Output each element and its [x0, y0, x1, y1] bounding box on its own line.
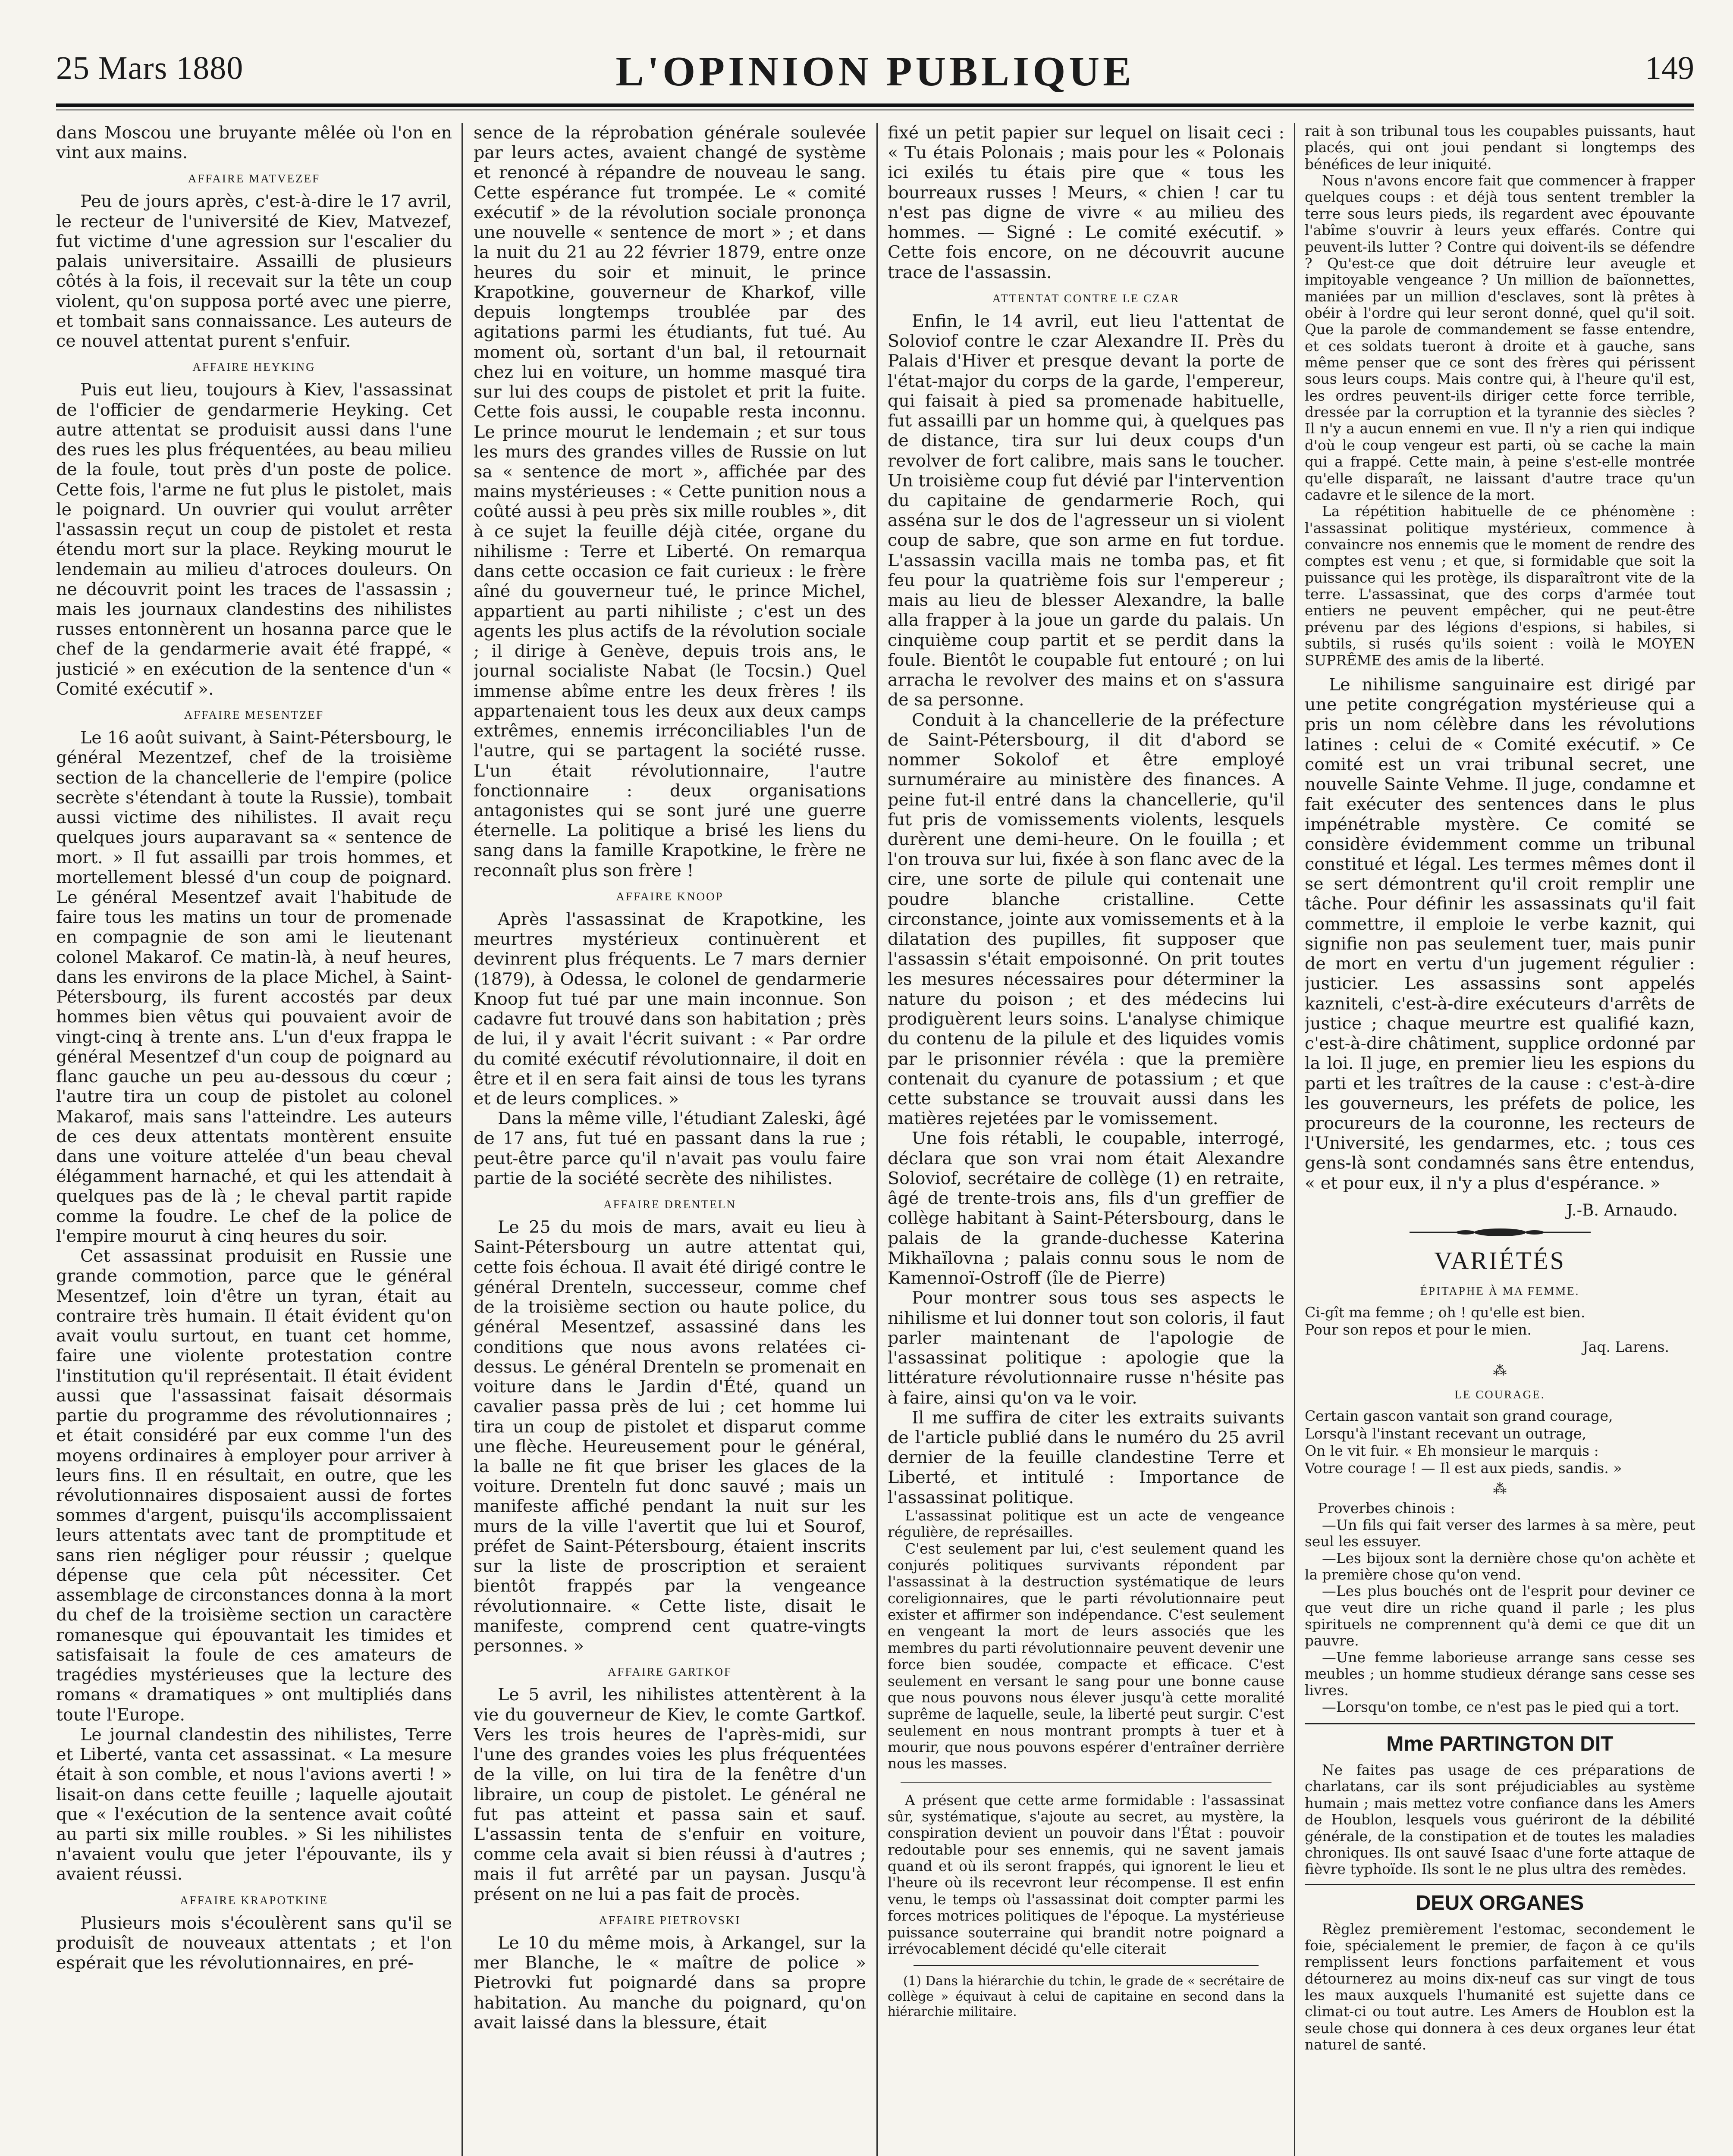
paragraph: dans Moscou une bruyante mêlée où l'on en vint aux mains.: [56, 123, 452, 163]
separator: [901, 1782, 1271, 1783]
author-signature: J.-B. Arnaudo.: [1566, 1200, 1678, 1219]
paragraph: Le nihilisme sanguinaire est dirigé par une petite congrégation mystérieuse qui a pris un nom célèbre dans les révolutions latines : celui de « Comité exécutif. » Ce comité est un vrai tribunal secret, une nouvelle Sainte Vehme. Il juge, condamne et fait exécuter des sentences dans le plus impénétrable mystère. Ce comité se considère évidemment comme un tribunal constitué et légal. Les termes mêmes dont il se sert démontrent qu'il croit remplir une tâche. Pour définir les assassinats qu'il fait commettre, il emploie le verbe kaznit, qui signifie non pas seulement tuer, mais punir de mort en vertu d'un jugement régulier : justicier. Les assassins sont appelés kazniteli, c'est-à-dire exécuteurs d'arrêts de justice ; chaque meurtre est qualifié kazn, c'est-à-dire châtiment, supplice ordonné par la loi. Il juge, en premier lieu les espions du parti et les traîtres de la cause : c'est-à-dire les gouverneurs, les préfets de police, les procureurs de la couronne, les recteurs de l'Université, les gendarmes, etc. ; tous ces gens-là sont condamnés sans être entendus, « et pour eux, il n'y a plus d'espérance. »: [1305, 674, 1695, 1193]
header-rule: [56, 103, 1694, 107]
proverbes-title: Proverbes chinois :: [1318, 1500, 1455, 1517]
section-heading: AFFAIRE DRENTELN: [603, 1198, 736, 1211]
section-heading: AFFAIRE GARTKOF: [607, 1665, 732, 1679]
page-number: 149: [1645, 50, 1694, 86]
proverb: —Les bijoux sont la dernière chose qu'on achète et la première chose qu'on vend.: [1305, 1550, 1695, 1583]
paragraph: Il me suffira de citer les extraits suivants de l'article publié dans le numéro du 25 avril dernier de la feuille clandestine Terre et Liberté, et intitulé : Importance de l'assassinat politique.: [888, 1407, 1284, 1507]
epitaphe-heading: ÉPITAPHE À MA FEMME.: [1420, 1284, 1580, 1297]
asterism-icon: ⁂: [1493, 1362, 1507, 1379]
paragraph: Enfin, le 14 avril, eut lieu l'attentat de Soloviof contre le czar Alexandre II. Près du Palais d'Hiver et presque devant la porte de l'état-major du corps de la garde, l'empereur, qui faisait à pied sa promenade habituelle, fut assailli par un homme qui, à quelques pas de distance, tira sur lui deux coups d'un revolver de fort calibre, mais sans le toucher. Un troisième coup fut dévié par l'intervention du capitaine de gendarmerie Roch, qui asséna sur le dos de l'agresseur un si violent coup de sabre, que son arme en fut tordue. L'assassin vacilla mais ne tomba pas, et fit feu pour la quatrième fois sur l'empereur ; mais au lieu de blesser Alexandre, la balle alla frapper à la joue un garde du palais. Un cinquième coup partit et se perdit dans la foule. Bientôt le coupable fut entouré ; on lui arracha le revolver des mains et on s'assura de sa personne.: [888, 311, 1284, 710]
advertisement-text: Ne faites pas usage de ces préparations de charlatans, car ils sont préjudiciables au système humain ; mais mettez votre confiance dans les Amers de Houblon, lesquels vous guériront de la débilité générale, de la constipation et de toutes les maladies chroniques. Ils ont sauvé Isaac d'une forte attaque de fièvre typhoïde. Ils sont le ne plus ultra des remèdes.: [1305, 1762, 1695, 1878]
paragraph: Le 25 du mois de mars, avait eu lieu à Saint-Pétersbourg un autre attentat qui, cette fois échoua. Il avait été dirigé contre le général Drenteln, successeur, comme chef de la troisième section ou haute police, du général Mesentzef, assassiné dans les conditions que nous avons relatées ci-dessus. Le général Drenteln se promenait en voiture dans le Jardin d'Été, quand un cavalier passa près de lui ; cet homme lui tira un coup de pistolet et disparut comme une flèche. Heureusement pour le général, la balle ne fit que briser les glaces de la voiture. Drenteln fut donc sauvé ; mais un manifeste affiché pendant la nuit sur les murs de la ville l'avertit que lui et Sourof, préfet de Saint-Pétersbourg, étaient inscrits sur la liste de proscription et seraient bientôt frappés par la vengeance révolutionnaire. « Cette liste, disait le manifeste, comprend cent quatre-vingts personnes. »: [474, 1217, 866, 1656]
column-divider: [876, 123, 878, 2156]
column-2: [474, 123, 866, 2156]
quoted-paragraph: Nous n'avons encore fait que commencer à frapper quelques coups : et déjà tous sentent trembler la terre sous leurs pieds, ils regardent avec épouvante l'abîme s'ouvrir à leurs yeux effarés. Contre qui peuvent-ils lutter ? Contre qui doivent-ils se défendre ? Qu'est-ce que doit détruire leur aveugle et impitoyable vengeance ? Un million de baïonnettes, maniées par un million d'esclaves, sont là prêtes à obéir à l'ordre qui leur seront donné, quel qu'il soit. Que la parole de commandement se fasse entendre, et ces soldats tueront à droite et à gauche, sans même penser que ce sont des frères qui périssent sous leurs coups. Mais contre qui, à l'heure qu'il est, les ordres peuvent-ils diriger cette force terrible, dressée par la corruption et la tyrannie des siècles ? Il n'y a aucun ennemi en vue. Il n'y a rien qui indique d'où le coup vengeur est parti, où se cache la main qui a frappé. Cette main, à peine s'est-elle montrée qu'elle disparaît, ne laissant d'autre trace qu'un cadavre et le silence de la mort.: [1305, 172, 1695, 503]
courage-heading: LE COURAGE.: [1454, 1388, 1545, 1401]
paragraph: sence de la réprobation générale soulevée par leurs actes, avaient changé de système et renoncé à répandre de nouveau le sang. Cette espérance fut trompée. Le « comité exécutif » de la révolution sociale prononça une nouvelle « sentence de mort » ; et dans la nuit du 21 au 22 février 1879, entre onze heures du soir et minuit, le prince Krapotkine, gouverneur de Kharkof, ville depuis longtemps troublée par des agitations parmi les étudiants, fut tué. Au moment où, sortant d'un bal, il retournait chez lui en voiture, un homme masqué tira sur lui des coups de pistolet et prit la fuite. Cette fois aussi, le coupable resta inconnu. Le prince mourut le lendemain ; et sur tous les murs des grandes villes de Russie on lut sa « sentence de mort », affichée par des mains mystérieuses : « Cette punition nous a coûté aussi à peu près six mille roubles », dit à ce sujet la feuille déjà citée, organe du nihilisme : Terre et Liberté. On remarqua dans cette occasion ce fait curieux : le frère aîné du gouverneur tué, le prince Michel, appartient au parti nihiliste ; c'est un des agents les plus actifs de la révolution sociale ; il dirige à Genève, depuis trois ans, le journal socialiste Nabat (le Tocsin.) Quel immense abîme entre les deux frères ! ils appartenaient tous les deux aux deux camps extrêmes, ennemis irréconciliables l'un de l'autre, qui se partagent la société russe. L'un était révolutionnaire, l'autre fonctionnaire : deux organisations antagonistes qui se sont juré une guerre éternelle. La politique a brisé les liens du sang dans la famille Krapotkine, le frère ne reconnaît plus son frère !: [474, 123, 866, 881]
section-heading: ATTENTAT CONTRE LE CZAR: [992, 291, 1180, 305]
courage-text: Certain gascon vantait son grand courage, Lorsqu'à l'instant recevant un outrage, On le vit fuir. « Eh monsieur le marquis : Votre courage ! — Il est aux pieds, sandis. »: [1305, 1407, 1622, 1477]
quoted-paragraph: C'est seulement par lui, c'est seulement quand les conjurés politiques survivants répondent par l'assassinat à la destruction systématique de leurs coreligionnaires, que le parti révolutionnaire peut exister et affirmer son indépendance. C'est seulement en vengeant la mort de leurs associés que les membres du parti révolutionnaire peuvent devenir une force bien soudée, compacte et efficace. C'est seulement en versant le sang pour une bonne cause que nous pouvons nous élever jusqu'à cette moralité suprême de laquelle, seule, la liberté peut surgir. C'est seulement en nous montrant prompts à tuer et à mourir, que nous pouvons espérer d'entraîner derrière nous les masses.: [888, 1540, 1284, 1772]
quoted-paragraph: La répétition habituelle de ce phénomène : l'assassinat politique mystérieux, commence à convaincre nos ennemis que le moment de rendre des comptes est venu ; et que, si formidable que soit la puissance qui les protège, ils disparaîtront vite de la terre. L'assassinat, que des corps d'armée tout entiers ne peuvent empêcher, qui ne peut-être prévenu par des légions d'espions, si habiles, si subtils, si rusés qu'ils soient : voilà le MOYEN SUPRÊME des amis de la liberté.: [1305, 503, 1695, 669]
separator: [1305, 1884, 1695, 1885]
paragraph: Cet assassinat produisit en Russie une grande commotion, parce que le général Mesentzef, loin d'être un tyran, était au contraire très humain. Il était évident qu'on avait voulu surtout, en tuant cet homme, faire une violente protestation contre l'institution qu'il représentait. Il était évident aussi que l'assassinat faisait désormais partie du programme des révolutionnaires ; et était considéré par eux comme l'un des moyens ordinaires à employer pour arriver à leurs fins. Il en résultait, en outre, que les révolutionnaires disposaient aussi de fortes sommes d'argent, puisqu'ils accomplissaient leurs attentats avec tant de promptitude et sans rien négliger pour réussir ; quelque dépense que cela pût nécessiter. Cet assemblage de circonstances donna à la mort du chef de la troisième section un caractère romanesque qui épouvantait les timides et satisfaisait la foule de ces amateurs de tragédies mystérieuses que la lecture des romans « dramatiques » ont multipliés dans toute l'Europe.: [56, 1246, 452, 1725]
paragraph: fixé un petit papier sur lequel on lisait ceci : « Tu étais Polonais ; mais pour les « Polonais ici exilés tu étais pire que « tous les bourreaux russes ! Meurs, « chien ! car tu n'est pas digne de vivre « au milieu des hommes. — Signé : Le comité exécutif. » Cette fois encore, on ne découvrit aucune trace de l'assassin.: [888, 123, 1284, 282]
advertisement-title: Mme PARTINGTON DIT: [1386, 1733, 1614, 1756]
proverb: —Un fils qui fait verser des larmes à sa mère, peut seul les essuyer.: [1305, 1517, 1695, 1550]
paragraph: Dans la même ville, l'étudiant Zaleski, âgé de 17 ans, fut tué en passant dans la rue ; peut-être parce qu'il n'avait pas voulu faire partie de la société secrète des nihilistes.: [474, 1109, 866, 1188]
advertisement-text: Règlez premièrement l'estomac, secondement le foie, spécialement le premier, de façon à ce qu'ils remplissent leurs fonctions parfaitement et vous détournerez au moins dix-neuf cas sur vingt de tous les maux auxquels l'humanité est sujette dans ce climat-ci ou tout autre. Les Amers de Houblon est la seule chose qui donnera à ces deux organes leur état naturel de santé.: [1305, 1921, 1695, 2053]
section-heading: AFFAIRE HEYKING: [192, 360, 316, 374]
paragraph: Une fois rétabli, le coupable, interrogé, déclara que son vrai nom était Alexandre Soloviof, secrétaire de collège (1) en retraite, âgé de trente-trois ans, fils d'un greffier de collège habitant à Saint-Pétersbourg, dans le palais de la grande-duchesse Katerina Mikhaïlovna ; palais connu sous le nom de Kamennoï-Ostroff (île de Pierre): [888, 1128, 1284, 1288]
section-heading: AFFAIRE PIETROVSKI: [599, 1913, 741, 1927]
column-divider: [462, 123, 463, 2156]
paragraph: Après l'assassinat de Krapotkine, les meurtres mystérieux continuèrent et devinrent plus fréquents. Le 7 mars dernier (1879), à Odessa, le colonel de gendarmerie Knoop fut tué par une main inconnue. Son cadavre fut trouvé dans son habitation ; près de lui, il y avait l'écrit suivant : « Par ordre du comité exécutif révolutionnaire, il doit en être et il en sera fait ainsi de tous les tyrans et de leurs complices. »: [474, 909, 866, 1109]
section-heading: AFFAIRE MESENTZEF: [184, 708, 324, 722]
section-heading: AFFAIRE MATVEZEF: [188, 172, 320, 185]
separator: [1305, 1723, 1695, 1724]
column-3: [888, 123, 1284, 2156]
ornament-rule-icon: [1410, 1227, 1591, 1238]
paragraph: Puis eut lieu, toujours à Kiev, l'assassinat de l'officier de gendarmerie Heyking. Cet autre attentat se produisit aussi dans l'une des rues les plus fréquentées, au beau milieu de la foule, tout près d'un poste de police. Cette fois, l'arme ne fut plus le pistolet, mais le poignard. Un ouvrier qui voulut arrêter l'assassin reçut un coup de pistolet et resta étendu mort sur la place. Reyking mourut le lendemain au milieu d'atroces douleurs. On ne découvrit point les traces de l'assassin ; mais les journaux clandestins des nihilistes russes entonnèrent un hosanna parce que le chef de la gendarmerie avait été frappé, « justicié » en exécution de la sentence d'un « Comité exécutif ».: [56, 380, 452, 699]
paragraph: Le 16 août suivant, à Saint-Pétersbourg, le général Mezentzef, chef de la troisième section de la chancellerie de l'empire (police secrète s'étendant à toute la Russie), tombait aussi victime des nihilistes. Il avait reçu quelques jours auparavant sa « sentence de mort. » Il fut assailli par trois hommes, et mortellement blessé d'un coup de poignard. Le général Mesentzef avait l'habitude de faire tous les matins un tour de promenade en compagnie de son ami le lieutenant colonel Makarof. Ce matin-là, à neuf heures, dans les environs de la place Michel, à Saint-Pétersbourg, ils furent accostés par deux hommes bien vêtus qui pouvaient avoir de vingt-cinq à trente ans. L'un d'eux frappa le général Mesentzef d'un coup de poignard au flanc gauche un peu au-dessous du cœur ; l'autre tira un coup de pistolet au colonel Makarof, mais sans l'atteindre. Les auteurs de ces deux attentats montèrent ensuite dans une voiture attelée d'un beau cheval élégamment harnaché, et qui les attendait à quelques pas de là ; le cheval partit rapide comme la foudre. Le chef de la police de l'empire mourut à cinq heures du soir.: [56, 728, 452, 1246]
paragraph: Le 5 avril, les nihilistes attentèrent à la vie du gouverneur de Kiev, le comte Gartkof. Vers les trois heures de l'après-midi, sur l'une des grandes voies les plus fréquentées de la ville, on lui tira de la fenêtre d'un libraire, un coup de pistolet. Le général ne fut pas atteint et passa sain et sauf. L'assassin tenta de s'enfuir en voiture, comme cela avait si bien réussi à d'autres ; mais il fut arrêté par un paysan. Jusqu'à présent on ne lui a pas fait de procès.: [474, 1685, 866, 1904]
epitaphe-text: Ci-gît ma femme ; oh ! qu'elle est bien. Pour son repos et pour le mien.: [1305, 1304, 1585, 1338]
newspaper-title: L'OPINION PUBLIQUE: [615, 48, 1135, 95]
page-header: [56, 24, 1694, 114]
quoted-paragraph: A présent que cette arme formidable : l'assassinat sûr, systématique, s'ajoute au secret, au mystère, la conspiration devient un pouvoir dans l'État : pouvoir redoutable pour ses ennemis, qui ne savent jamais quand et où ils seront frappés, qui ignorent le lieu et l'heure où ils recevront leur récompense. Il est enfin venu, le temps où l'assassinat doit compter parmi les forces motrices politiques de l'époque. La mystérieuse puissance souterraine qui brandit notre poignard a irrévocablement décidé qu'elle citerait: [888, 1792, 1284, 1957]
paragraph: Le journal clandestin des nihilistes, Terre et Liberté, vanta cet assassinat. « La mesure était à son comble, et nous l'avions averti ! » lisait-on dans cette feuille ; laquelle ajoutait que « l'exécution de la sentence avait coûté au parti six mille roubles. » Si les nihilistes n'avaient voulu que jeter l'épouvante, ils y avaient réussi.: [56, 1724, 452, 1884]
column-1: [56, 123, 452, 2156]
paragraph: Conduit à la chancellerie de la préfecture de Saint-Pétersbourg, il dit d'abord se nommer Sokolof et être employé surnuméraire au ministère des finances. A peine fut-il entré dans la chancellerie, qu'il fut pris de vomissements violents, lesquels durèrent une demi-heure. On le fouilla ; et l'on trouva sur lui, fixée à son flanc avec de la cire, une sorte de pilule qui contenait une poudre blanche cristalline. Cette circonstance, jointe aux vomissements et à la dilatation des pupilles, fit supposer que l'assassin s'était empoisonné. On prit toutes les mesures nécessaires pour déterminer la nature du poison ; et des médecins lui prodiguèrent leurs soins. L'analyse chimique du contenu de la pilule et des liquides vomis par le prisonnier révéla : que la première contenait du cyanure de potassium ; et que cette substance se trouvait aussi dans les matières rejetées par le vomissement.: [888, 710, 1284, 1129]
quoted-paragraph: rait à son tribunal tous les coupables puissants, haut placés, qui ont joui pendant si longtemps des bénéfices de leur iniquité.: [1305, 123, 1695, 172]
advertisement-title: DEUX ORGANES: [1416, 1891, 1584, 1915]
section-heading: AFFAIRE KNOOP: [616, 890, 724, 903]
paragraph: Pour montrer sous tous ses aspects le nihilisme et lui donner tout son coloris, il faut parler maintenant de l'apologie de l'assassinat politique : apologie que la littérature révolutionnaire russe n'hésite pas à faire, ainsi qu'on va le voir.: [888, 1288, 1284, 1408]
footnote: (1) Dans la hiérarchie du tchin, le grade de « secrétaire de collège » équivaut à celui de capitaine en second dans la hiérarchie militaire.: [888, 1974, 1284, 2019]
paragraph: Peu de jours après, c'est-à-dire le 17 avril, le recteur de l'université de Kiev, Matvezef, fut victime d'une agression sur l'escalier du palais universitaire. Assailli de plusieurs côtés à la fois, il recevait sur la tête un coup violent, qu'on supposa porté avec une pierre, et tombait sans connaissance. Les auteurs de ce nouvel attentat purent s'enfuir.: [56, 191, 452, 351]
paragraph: Le 10 du même mois, à Arkangel, sur la mer Blanche, le « maître de police » Pietrovki fut poignardé dans sa propre habitation. Au manche du poignard, qu'on avait laissé dans la blessure, était: [474, 1933, 866, 2033]
paragraph: Plusieurs mois s'écoulèrent sans qu'il se produisît de nouveaux attentats ; et l'on espérait que les révolutionnaires, en pré-: [56, 1913, 452, 1973]
column-4: [1305, 123, 1695, 2156]
asterism-icon: ⁂: [1493, 1480, 1507, 1497]
column-divider: [1294, 123, 1295, 2156]
proverb: —Lorsqu'on tombe, ce n'est pas le pied qui a tort.: [1322, 1698, 1680, 1715]
proverb: —Les plus bouchés ont de l'esprit pour deviner ce que veut dire un riche quand il parle ; les plus spirituels ne comprennent qu'à demi ce que dit un pauvre.: [1305, 1583, 1695, 1649]
varietes-heading: VARIÉTÉS: [1434, 1246, 1566, 1275]
issue-date: 25 Mars 1880: [56, 50, 244, 86]
epitaphe-author: Jaq. Larens.: [1582, 1338, 1669, 1356]
section-heading: AFFAIRE KRAPOTKINE: [180, 1893, 328, 1907]
footnote-separator: [914, 1965, 1259, 1966]
quoted-paragraph: L'assassinat politique est un acte de vengeance régulière, de représailles.: [888, 1507, 1284, 1541]
proverb: —Une femme laborieuse arrange sans cesse ses meubles ; un homme studieux dérange sans cesse ses livres.: [1305, 1649, 1695, 1699]
